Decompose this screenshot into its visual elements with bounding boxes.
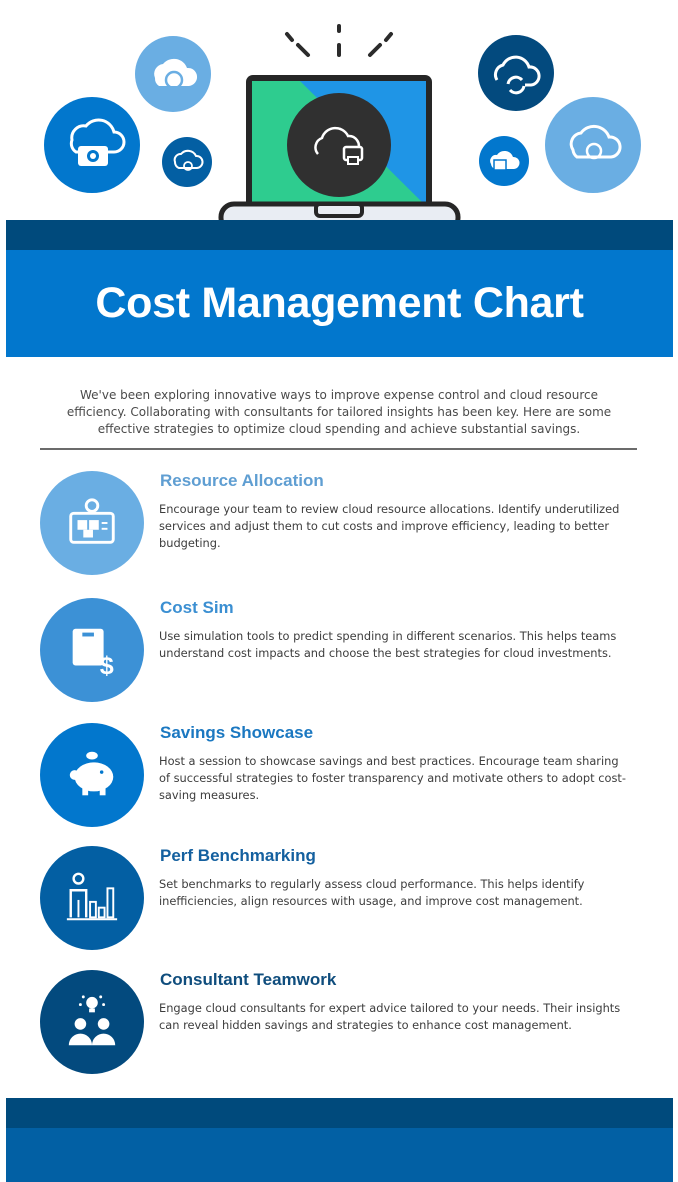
strategy-item-cost-sim: [40, 598, 640, 708]
title-banner: [6, 250, 673, 357]
strategy-title: Perf Benchmarking: [160, 846, 316, 865]
svg-text:$: $: [99, 652, 114, 679]
benchmark-chart-icon: [40, 846, 144, 950]
cloud-printer-small-icon: [479, 136, 529, 186]
strategy-description: Set benchmarks to regularly assess cloud performance. This helps identify inefficiencies, align resources with usage, and improve cost management.: [159, 877, 585, 908]
cloud-camera-icon: [44, 97, 140, 193]
hero-graphic: [0, 0, 678, 250]
cloud-camera-small-icon: [162, 137, 212, 187]
hero-illustration: [0, 0, 678, 250]
strategy-description: Host a session to showcase savings and best practices. Encourage team sharing of successful strategies to foster transparency and motivate others to adopt cost-saving measures.: [159, 754, 626, 802]
strategy-description: Encourage your team to review cloud resource allocations. Identify underutilized services and adjust them to cut costs and improve efficiency, leading to better budgeting.: [159, 502, 620, 550]
cloud-refresh-icon: [135, 36, 211, 112]
intro-paragraph: We've been exploring innovative ways to improve expense control and cloud resource efficiency. Collaborating with consultants for tailored insights has been key. Here are some effective strategies to optimize cloud spending and achieve substantial savings.: [66, 388, 612, 436]
section-divider: [40, 448, 637, 450]
footer-band: [6, 1128, 673, 1182]
strategy-description: Use simulation tools to predict spending in different scenarios. This helps teams understand cost impacts and choose the best strategies for cloud investments.: [159, 629, 617, 660]
strategy-title: Savings Showcase: [160, 723, 314, 742]
strategy-title: Resource Allocation: [160, 471, 324, 490]
cloud-refresh-large-icon: [545, 97, 641, 193]
cloud-sync-icon: [478, 35, 554, 111]
sparkle-icon: [287, 26, 391, 55]
strategy-title: Cost Sim: [160, 598, 234, 617]
resource-allocation-icon: [40, 471, 144, 575]
cost-simulation-icon: [40, 598, 144, 702]
header-accent-band: [6, 220, 673, 250]
strategy-item-perf-benchmarking: [40, 846, 640, 956]
strategy-item-consultant-teamwork: [40, 970, 640, 1080]
laptop-icon: [221, 75, 458, 231]
piggy-bank-icon: [40, 723, 144, 827]
strategy-title: Consultant Teamwork: [160, 970, 337, 989]
strategy-item-resource-allocation: [40, 471, 640, 581]
strategy-description: Engage cloud consultants for expert advice tailored to your needs. Their insights can reveal hidden savings and strategies to enhance cost management.: [159, 1001, 621, 1032]
team-idea-icon: [40, 970, 144, 1074]
footer-accent-band: [6, 1098, 673, 1128]
strategy-item-savings-showcase: [40, 723, 640, 833]
page-title: Cost Management Chart: [95, 279, 584, 327]
